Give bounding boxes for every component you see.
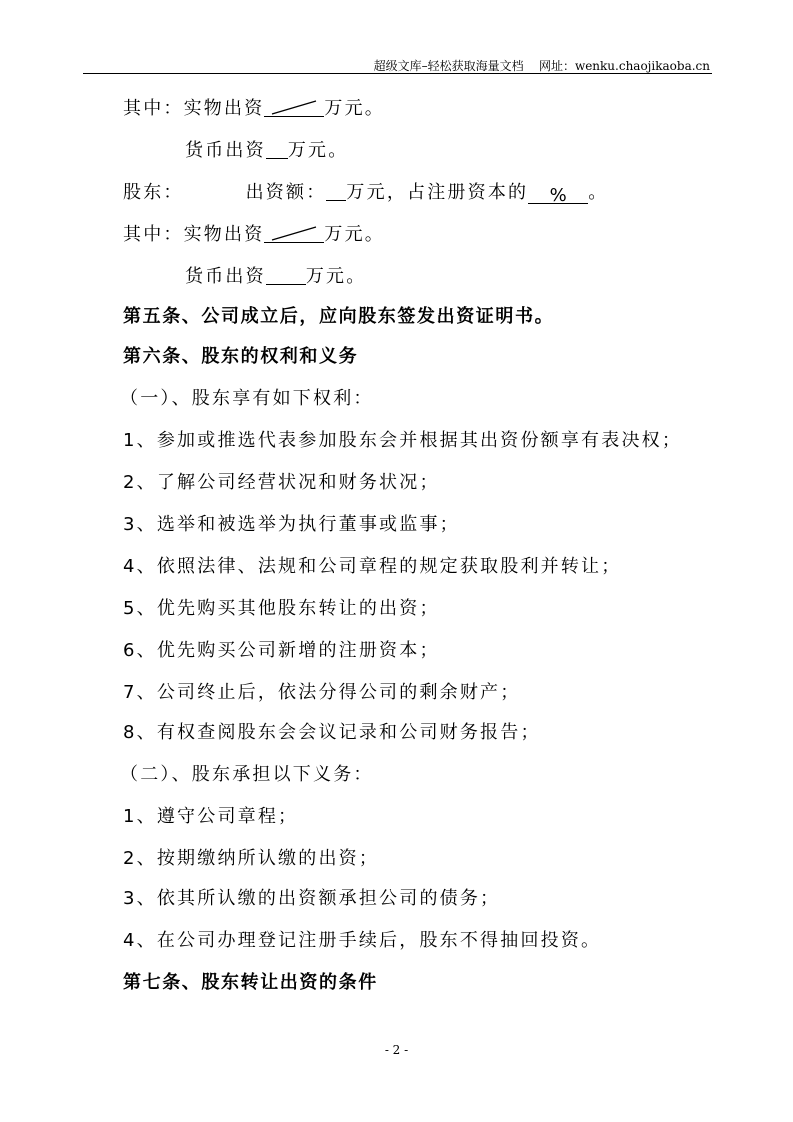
page-number: - 2 - xyxy=(384,1043,409,1057)
duties-title: （二）、股东承担以下义务： xyxy=(120,764,374,785)
list-item: 7、公司终止后，依法分得公司的剩余财产； xyxy=(123,682,521,703)
blank xyxy=(266,266,306,285)
header-url: 网址：wenku.chaojikaoba.cn xyxy=(538,59,710,73)
text: 货币出资 xyxy=(185,266,266,287)
line-cash-capital-2 xyxy=(185,266,366,288)
header-site: 超级文库–轻松获取海量文档 xyxy=(373,59,524,73)
list-item: 4、依照法律、法规和公司章程的规定获取股利并转让； xyxy=(123,556,622,577)
list-item: 1、遵守公司章程； xyxy=(123,806,299,827)
text: 万元。 xyxy=(324,98,386,119)
text: 股东： xyxy=(123,182,184,203)
list-item: 1、参加或推选代表参加股东会并根据其出资份额享有表决权； xyxy=(123,430,683,451)
rights-title: （一）、股东享有如下权利： xyxy=(120,388,374,409)
article-6-heading: 第六条、股东的权利和义务 xyxy=(123,346,359,367)
list-item: 3、选举和被选举为执行董事或监事； xyxy=(123,514,460,535)
line-shareholder xyxy=(123,182,608,204)
article-5: 第五条、公司成立后，应向股东签发出资证明书。 xyxy=(123,306,555,327)
percent-sign: % xyxy=(549,185,567,206)
blank xyxy=(266,140,288,159)
text: 万元，占注册资本的 xyxy=(346,182,529,203)
percent-blank xyxy=(528,185,588,204)
text: 其中：实物出资 xyxy=(123,224,265,245)
text: 万元。 xyxy=(324,224,386,245)
article-7-heading: 第七条、股东转让出资的条件 xyxy=(123,972,378,993)
list-item: 4、在公司办理登记注册手续后，股东不得抽回投资。 xyxy=(123,930,602,951)
text: 。 xyxy=(588,182,609,203)
line-physical-capital-2 xyxy=(123,224,385,246)
text: 其中：实物出资 xyxy=(123,98,265,119)
text: 万元。 xyxy=(305,266,367,287)
slash-blank xyxy=(264,98,324,117)
list-item: 6、优先购买公司新增的注册资本； xyxy=(123,640,440,661)
list-item: 5、优先购买其他股东转让的出资； xyxy=(123,598,440,619)
line-physical-capital-1 xyxy=(123,98,385,120)
text: 货币出资 xyxy=(185,140,266,161)
line-cash-capital-1 xyxy=(185,140,348,162)
list-item: 8、有权查阅股东会会议记录和公司财务报告； xyxy=(123,722,541,743)
list-item: 2、按期缴纳所认缴的出资； xyxy=(123,848,380,869)
text: 出资额： xyxy=(245,182,327,203)
page-header xyxy=(374,57,710,74)
list-item: 2、了解公司经营状况和财务状况； xyxy=(123,472,440,493)
header-rule xyxy=(83,73,712,74)
slash-blank xyxy=(264,224,324,243)
list-item: 3、依其所认缴的出资额承担公司的债务； xyxy=(123,888,501,909)
text: 万元。 xyxy=(287,140,349,161)
blank xyxy=(326,182,346,201)
